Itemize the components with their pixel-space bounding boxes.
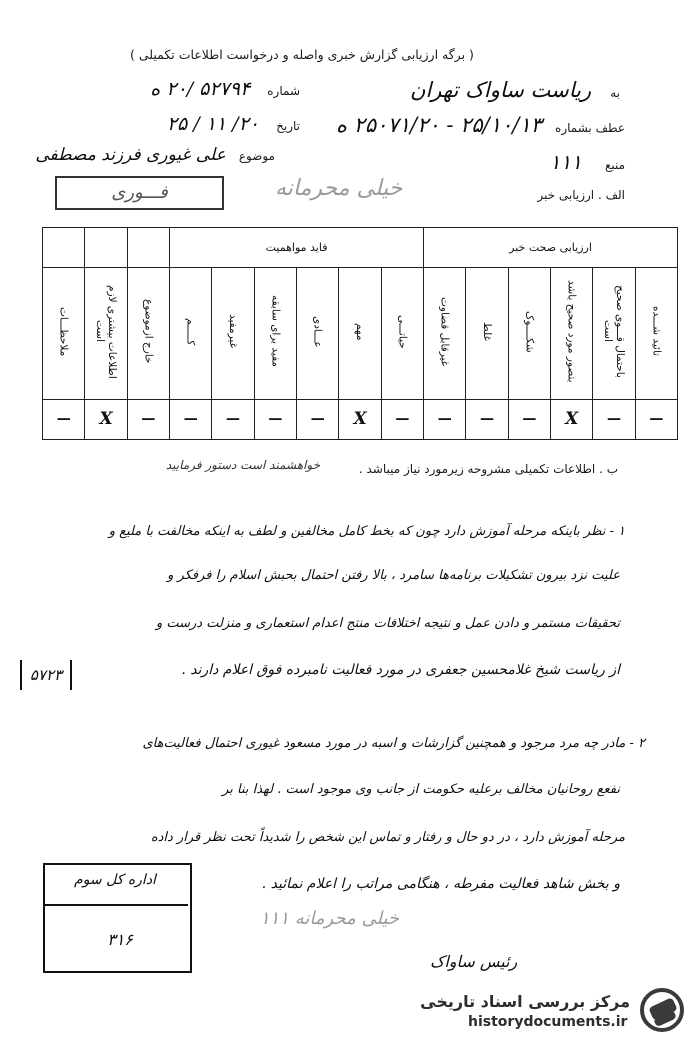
- reference-value: ۲۵/۱۰/۱۳ - ۲۵۰۷۱/۲۰ ه: [335, 113, 542, 137]
- column-header: [127, 268, 169, 400]
- mark-cell: —: [212, 399, 254, 439]
- column-label: عـــادی: [311, 315, 324, 348]
- archive-url: historydocuments.ir: [468, 1014, 628, 1030]
- column-label: شکــــوک: [523, 310, 536, 353]
- subject-value: علی غیوری فرزند مصطفی: [35, 145, 226, 165]
- column-label: مهم: [354, 322, 367, 341]
- para2-line2: نفعع روحانیان مخالف برعلیه حکومت از جانب وی موجود است . لهذا بنا بر: [222, 782, 620, 797]
- form-title: ( برگه ارزیابی گزارش خبری واصله و درخواست اطلاعات تکمیلی ): [130, 47, 474, 62]
- para1-line4: از ریاست شیخ غلامحسین جعفری در مورد فعالیت نامبرده فوق اعلام دارند .: [181, 662, 620, 678]
- reference-label: عطف بشماره: [555, 121, 625, 135]
- para1-line3: تحقیقات مستمر و دادن عمل و نتیجه اختلافات منتج اعدام استعماری و منزلت درست و: [155, 616, 620, 631]
- column-header: [424, 268, 466, 400]
- para2-line1: ۲ - مادر چه مرد مرجود و همچنین گزارشات و اسبه در مورد مسعود غیوری احتمال فعالیت‌های: [142, 736, 645, 751]
- column-header: [85, 268, 127, 400]
- mark-cell: —: [424, 399, 466, 439]
- column-header: [466, 268, 508, 400]
- mark-cell: —: [170, 399, 212, 439]
- signature: رئیس ساواک: [430, 952, 518, 971]
- column-label: غیرمفید: [227, 314, 240, 349]
- group-usefulness-header: فاید مواهمیت: [170, 228, 424, 268]
- recipient-label: به: [610, 86, 620, 100]
- mark-cell: X: [85, 399, 127, 439]
- column-header: [339, 268, 381, 400]
- subject-label: موضوع: [238, 149, 275, 163]
- column-header: [212, 268, 254, 400]
- source-label: منبع: [604, 158, 625, 172]
- mark-cell: —: [43, 399, 85, 439]
- mark-cell: —: [381, 399, 423, 439]
- table-blank-header: [85, 228, 127, 268]
- source-value: ۱۱۱: [549, 150, 582, 174]
- column-label: ملاحظـــات: [57, 306, 70, 357]
- mark-cell: —: [593, 399, 635, 439]
- margin-note: ۵۷۲۳: [20, 660, 72, 690]
- office-stamp-divider: [43, 904, 188, 906]
- section-b-printed: ب . اطلاعات تکمیلی مشروحه زیرمورد نیاز میباشد .: [358, 462, 618, 476]
- number-label: شماره: [267, 84, 300, 98]
- column-header: [43, 268, 85, 400]
- column-header: [297, 268, 339, 400]
- column-label: باحتمال قـــوی صحیح است: [602, 285, 626, 378]
- mark-cell: —: [466, 399, 508, 439]
- evaluation-table: [42, 227, 678, 440]
- archive-logo-icon: [640, 988, 684, 1032]
- para1-line2: علیت نزد بیرون تشکیلات برنامه‌ها سامرد ، بالا رفتن احتمال بحبش اسلام را فرفکر و: [167, 568, 620, 583]
- urgent-stamp: فـــوری: [55, 176, 224, 210]
- number-line: [40, 78, 300, 100]
- table-mark-row: [43, 399, 678, 439]
- recipient-line: [340, 78, 620, 102]
- date-value: ۲۰/ ۱۱ / ۲۵: [166, 113, 260, 135]
- section-b-handwritten: خواهشمند است دستور فرمایید: [165, 458, 320, 472]
- column-label: خارج ازموضوع: [142, 299, 155, 364]
- column-header: [551, 268, 593, 400]
- table-column-header-row: [43, 268, 678, 400]
- column-header: [170, 268, 212, 400]
- faded-secret-stamp: خیلی محرمانه ۱۱۱: [260, 908, 399, 929]
- column-label: غیرقابل قضاوت: [438, 296, 451, 367]
- mark-cell: X: [551, 399, 593, 439]
- column-label: غلط: [481, 322, 494, 341]
- column-header: [381, 268, 423, 400]
- column-header: [635, 268, 677, 400]
- column-header: [593, 268, 635, 400]
- para2-line3: مرحله آموزش دارد ، در دو حال و رفتار و تماس این شخص را شدیداً تحت نظر قرار داده: [150, 830, 625, 845]
- subject-line: [15, 145, 275, 165]
- table-group-header-row: [43, 228, 678, 268]
- column-header: [508, 268, 550, 400]
- secret-stamp: خیلی محرمانه: [275, 176, 403, 201]
- mark-cell: —: [297, 399, 339, 439]
- column-header: [254, 268, 296, 400]
- source-line: [440, 150, 625, 174]
- para2-line4: و بخش شاهد فعالیت مفرطه ، هنگامی مراتب را اعلام نمائید .: [261, 876, 620, 892]
- number-value: ۵۲۷۹۴ /۲۰ ه: [150, 78, 251, 100]
- archive-name: مرکز بررسی اسناد تاریخی: [420, 992, 630, 1011]
- column-label: اطلاعات بیشتری لازم است: [94, 284, 119, 379]
- office-label: اداره کل سوم: [74, 872, 156, 888]
- section-a-title: الف . ارزیابی خبر: [537, 188, 625, 202]
- column-label: کـــــم: [184, 317, 197, 346]
- column-label: حیاتـــی: [396, 314, 409, 349]
- group-accuracy-header: ارزیابی صحت خبر: [424, 228, 678, 268]
- table-blank-header: [43, 228, 85, 268]
- column-label: مفید برای سابقه: [269, 295, 282, 368]
- column-label: تائید شـــده: [650, 306, 663, 357]
- mark-cell: —: [254, 399, 296, 439]
- para1-line1: ۱ - نظر باینکه مرحله آموزش دارد چون که بخط کامل مخالفین و لطف به اینکه مخالفت با ملیع و: [108, 524, 625, 539]
- reference-line: [255, 113, 625, 137]
- recipient-value: ریاست ساواک تهران: [410, 78, 592, 102]
- date-label: تاریخ: [276, 119, 300, 133]
- mark-cell: —: [635, 399, 677, 439]
- mark-cell: —: [508, 399, 550, 439]
- table-blank-header: [127, 228, 169, 268]
- office-number: ۳۱۶: [107, 930, 133, 949]
- mark-cell: X: [339, 399, 381, 439]
- mark-cell: —: [127, 399, 169, 439]
- column-label: بتصور مورد صحیح باشد: [565, 280, 578, 383]
